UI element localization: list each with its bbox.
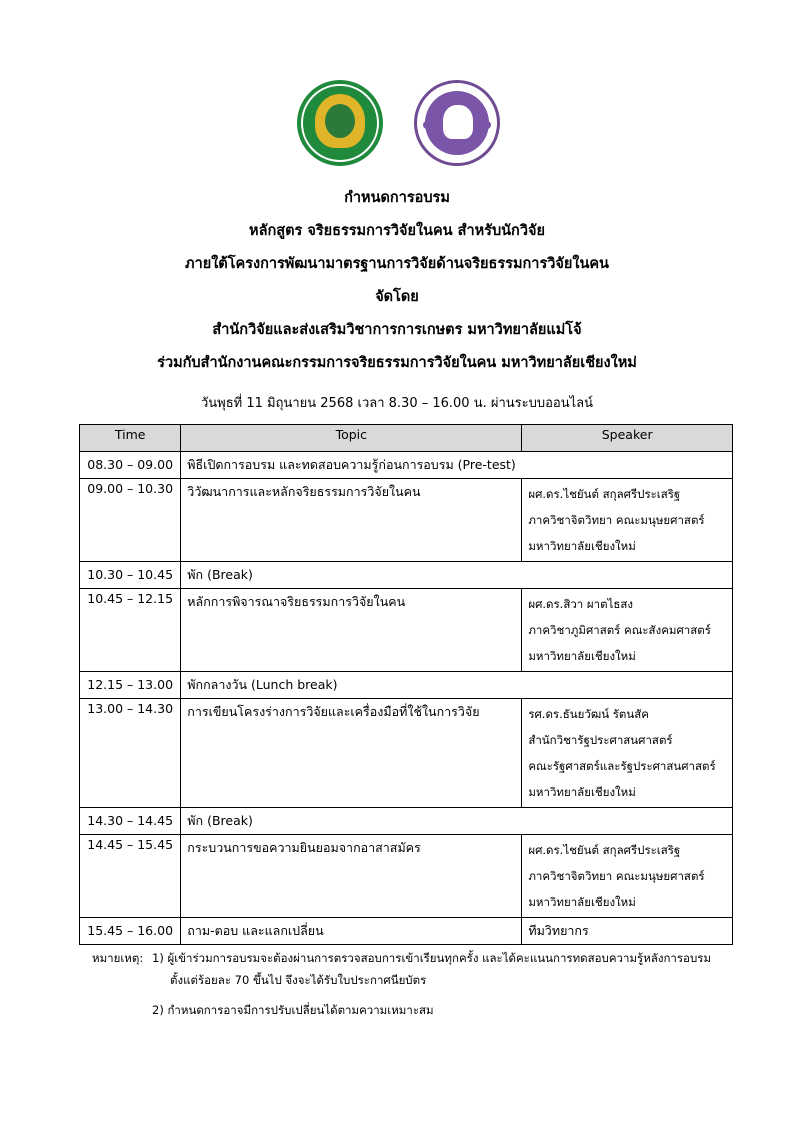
- maejo-university-logo: [297, 80, 383, 166]
- row-topic: พิธีเปิดการอบรม และทดสอบความรู้ก่อนการอบรม (Pre-test): [181, 452, 733, 479]
- row-time: 12.15 – 13.00: [80, 672, 181, 699]
- speaker-name: ผศ.ดร.สิวา ผาตไธสง: [528, 597, 634, 611]
- row-time: 10.45 – 12.15: [80, 589, 181, 672]
- row-topic: การเขียนโครงร่างการวิจัยและเครื่องมือที่ใช้ในการวิจัย: [181, 699, 522, 808]
- speaker-name: ผศ.ดร.ไชยันต์ สกุลศรีประเสริฐ: [528, 843, 681, 857]
- speaker-dept: สำนักวิชารัฐประศาสนศาสตร์: [528, 733, 673, 747]
- table-row: [80, 699, 733, 808]
- speaker-dept: ภาควิชาจิตวิทยา คณะมนุษยศาสตร์: [528, 513, 705, 527]
- speaker-dept: ภาควิชาจิตวิทยา คณะมนุษยศาสตร์: [528, 869, 705, 883]
- schedule-table: [79, 424, 733, 945]
- table-row: [80, 452, 733, 479]
- title-line-2: หลักสูตร จริยธรรมการวิจัยในคน สำหรับนักวิจัย: [249, 223, 545, 239]
- row-time: 10.30 – 10.45: [80, 562, 181, 589]
- row-topic: หลักการพิจารณาจริยธรรมการวิจัยในคน: [181, 589, 522, 672]
- speaker-name: รศ.ดร.ธันยวัฒน์ รัตนสัค: [528, 707, 649, 721]
- row-speaker: [522, 479, 733, 562]
- title-line-6: ร่วมกับสำนักงานคณะกรรมการจริยธรรมการวิจัยในคน มหาวิทยาลัยเชียงใหม่: [157, 355, 637, 371]
- table-row: [80, 479, 733, 562]
- speaker-univ: มหาวิทยาลัยเชียงใหม่: [528, 539, 636, 553]
- row-topic: วิวัฒนาการและหลักจริยธรรมการวิจัยในคน: [181, 479, 522, 562]
- row-speaker: [522, 699, 733, 808]
- row-time: 14.45 – 15.45: [80, 835, 181, 918]
- chiang-mai-university-logo: [414, 80, 500, 166]
- note-1-line-1: 1) ผู้เข้าร่วมการอบรมจะต้องผ่านการตรวจสอบการเข้าเรียนทุกครั้ง และได้คะแนนการทดสอบความรู้หลังการอบรม: [152, 951, 712, 965]
- speaker-faculty: คณะรัฐศาสตร์และรัฐประศาสนศาสตร์: [528, 759, 716, 773]
- row-speaker: [522, 835, 733, 918]
- title-line-3: ภายใต้โครงการพัฒนามาตรฐานการวิจัยด้านจริยธรรมการวิจัยในคน: [185, 256, 609, 272]
- table-row: [80, 672, 733, 699]
- row-time: 14.30 – 14.45: [80, 808, 181, 835]
- table-row: [80, 918, 733, 945]
- table-row: [80, 808, 733, 835]
- row-time: 09.00 – 10.30: [80, 479, 181, 562]
- header-topic: Topic: [181, 425, 522, 452]
- table-row: [80, 589, 733, 672]
- row-speaker: ทีมวิทยากร: [522, 918, 733, 945]
- logos-area: [0, 80, 794, 170]
- note-1-line-2: ตั้งแต่ร้อยละ 70 ขึ้นไป จึงจะได้รับใบประกาศนียบัตร: [170, 973, 427, 987]
- title-line-1: กำหนดการอบรม: [344, 190, 450, 206]
- speaker-name: ผศ.ดร.ไชยันต์ สกุลศรีประเสริฐ: [528, 487, 681, 501]
- row-topic: พัก (Break): [181, 808, 733, 835]
- table-header-row: [80, 425, 733, 452]
- title-line-4: จัดโดย: [375, 289, 419, 305]
- header-speaker: Speaker: [522, 425, 733, 452]
- header-time: Time: [80, 425, 181, 452]
- note-2: 2) กำหนดการอาจมีการปรับเปลี่ยนได้ตามความเหมาะสม: [152, 1003, 434, 1017]
- row-topic: พัก (Break): [181, 562, 733, 589]
- speaker-univ: มหาวิทยาลัยเชียงใหม่: [528, 785, 636, 799]
- title-line-5: สำนักวิจัยและส่งเสริมวิชาการการเกษตร มหาวิทยาลัยแม่โจ้: [212, 322, 582, 338]
- row-topic: ถาม-ตอบ และแลกเปลี่ยน: [181, 918, 522, 945]
- notes-label: หมายเหตุ:: [92, 951, 144, 965]
- row-time: 13.00 – 14.30: [80, 699, 181, 808]
- row-time: 15.45 – 16.00: [80, 918, 181, 945]
- speaker-univ: มหาวิทยาลัยเชียงใหม่: [528, 895, 636, 909]
- speaker-dept: ภาควิชาภูมิศาสตร์ คณะสังคมศาสตร์: [528, 623, 711, 637]
- row-topic: กระบวนการขอความยินยอมจากอาสาสมัคร: [181, 835, 522, 918]
- notes-section: [92, 950, 772, 1024]
- speaker-univ: มหาวิทยาลัยเชียงใหม่: [528, 649, 636, 663]
- row-time: 08.30 – 09.00: [80, 452, 181, 479]
- table-row: [80, 835, 733, 918]
- date-line: วันพุธที่ 11 มิถุนายน 2568 เวลา 8.30 – 16.00 น. ผ่านระบบออนไลน์: [200, 396, 594, 411]
- table-row: [80, 562, 733, 589]
- row-topic: พักกลางวัน (Lunch break): [181, 672, 733, 699]
- row-speaker: [522, 589, 733, 672]
